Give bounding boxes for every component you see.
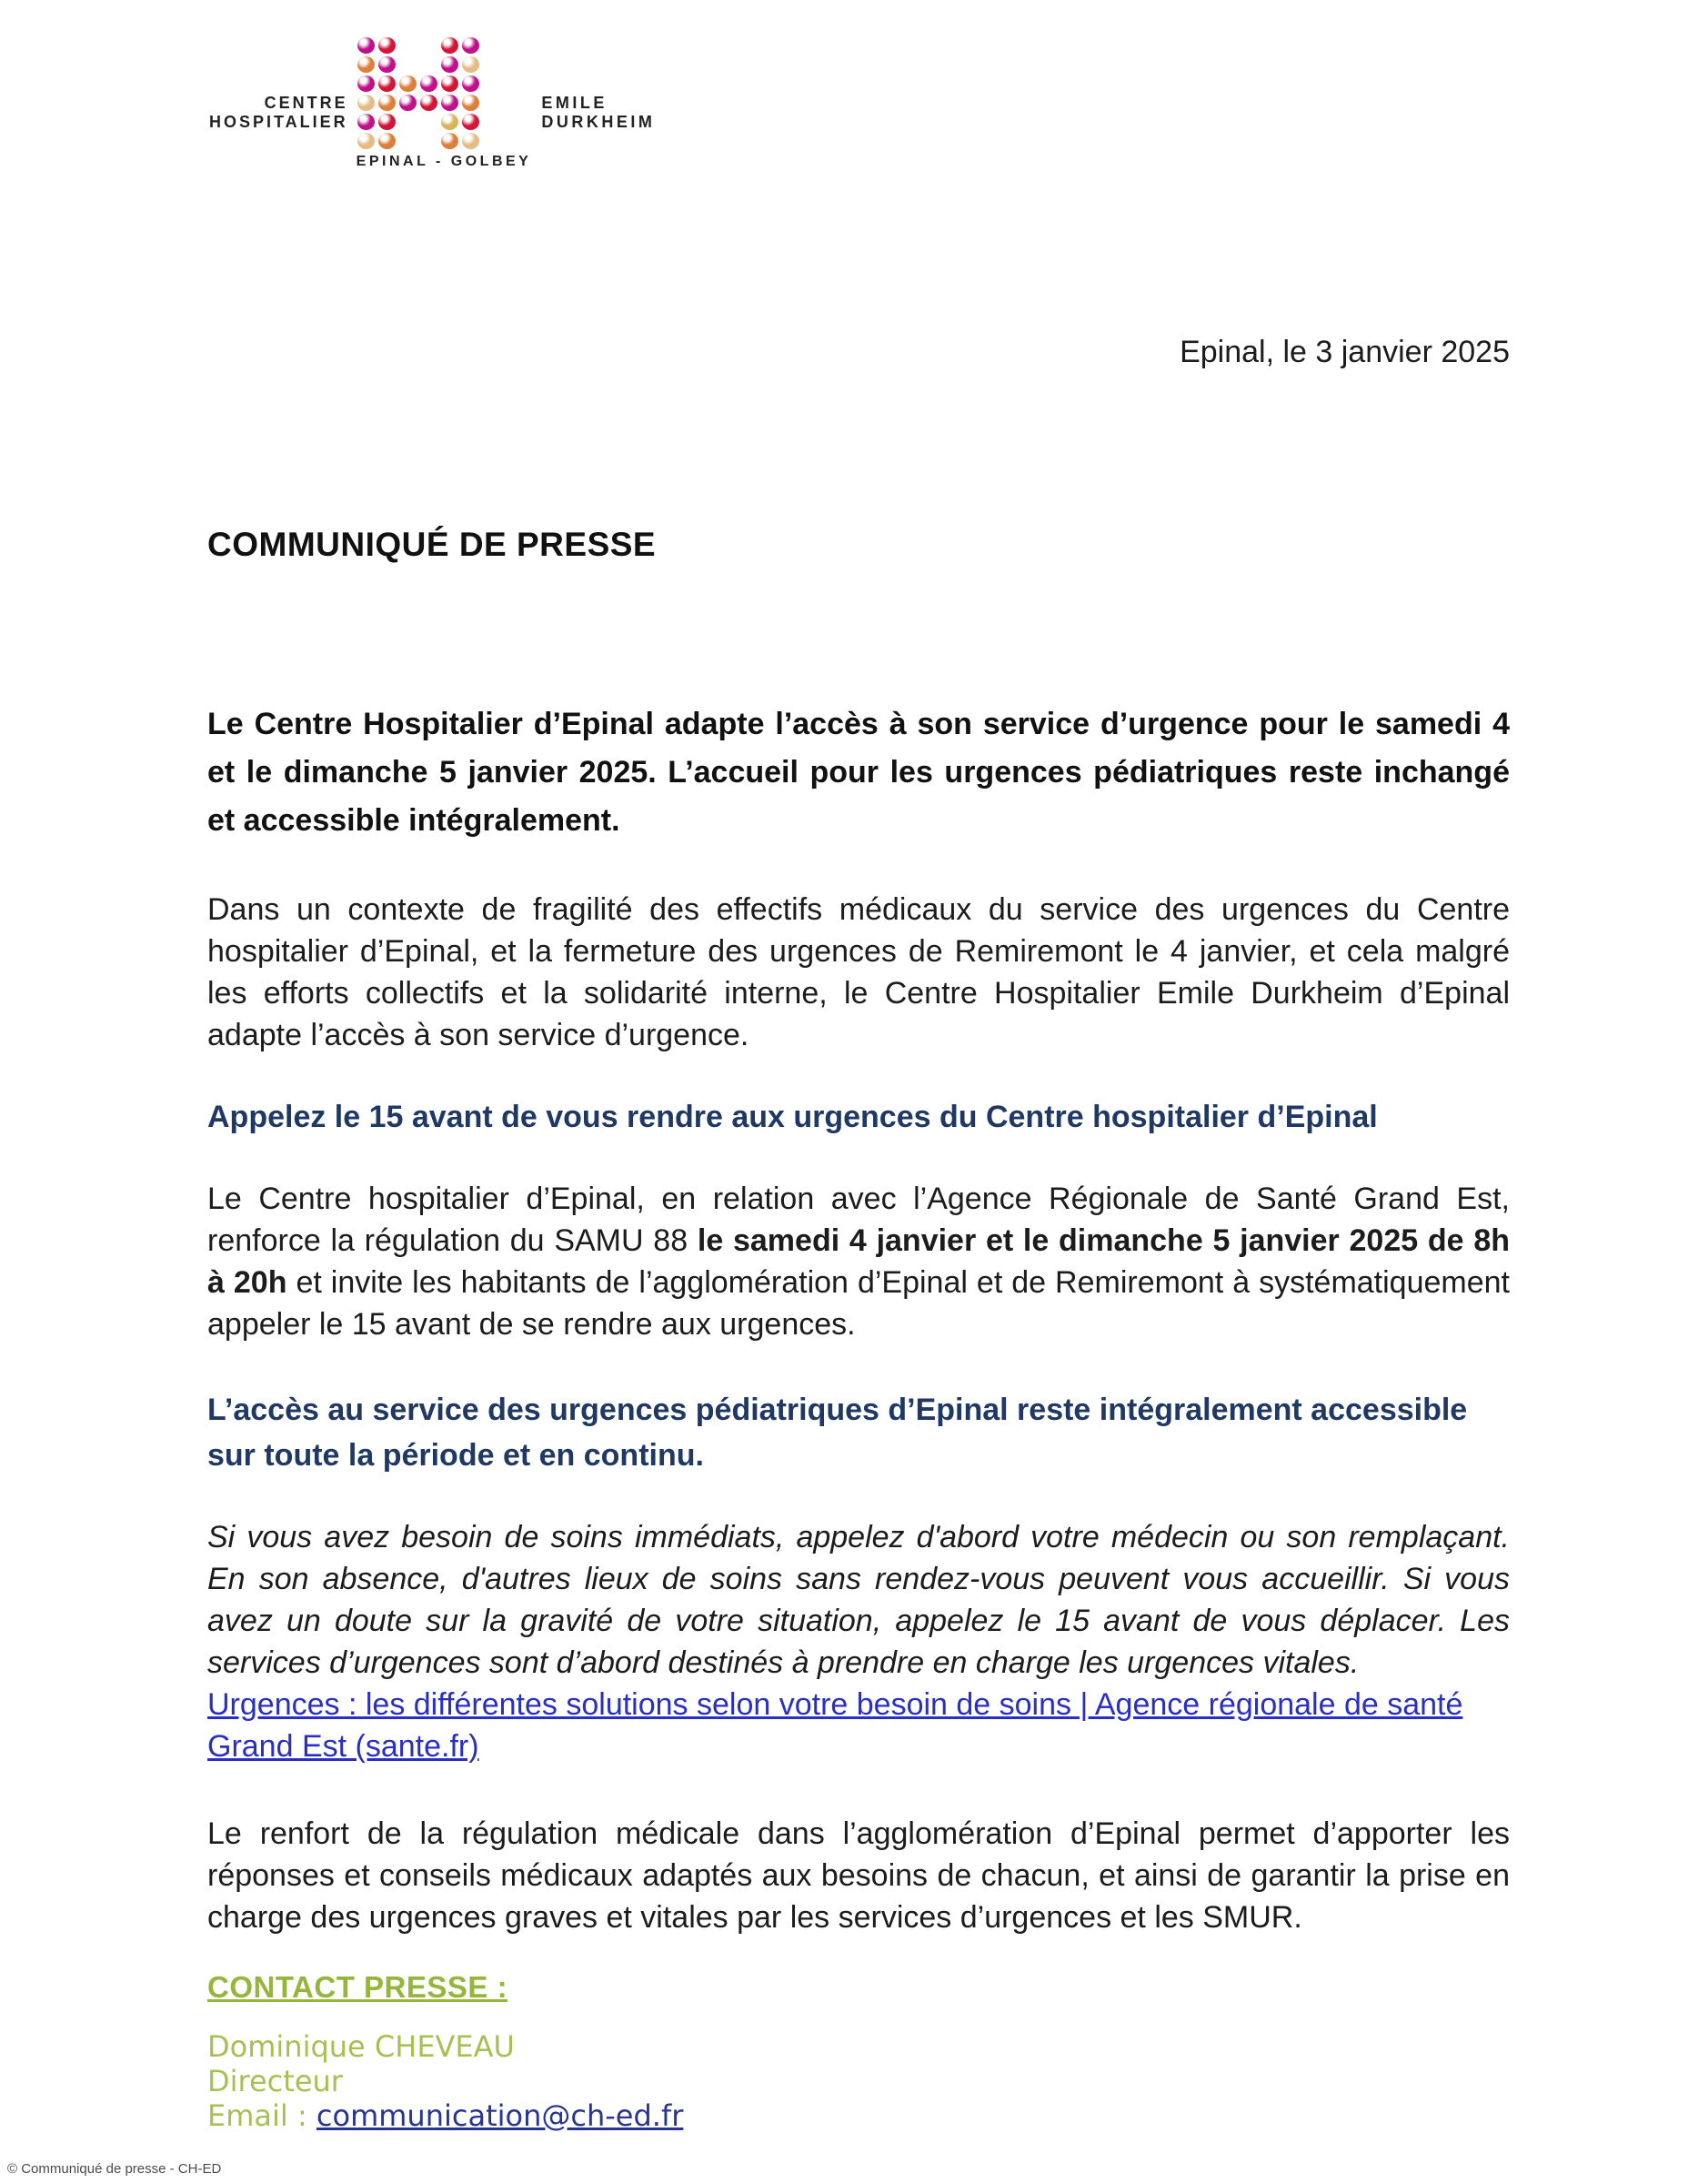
logo-dot-spacer	[419, 132, 440, 151]
logo-dot	[399, 75, 417, 92]
logo-dot	[357, 37, 375, 54]
logo-dot-spacer	[419, 55, 440, 75]
contact-press-heading: CONTACT PRESSE :	[207, 1970, 508, 2004]
logo-dot-spacer	[398, 132, 419, 151]
logo-dot-spacer	[398, 113, 419, 132]
logo-dot	[441, 37, 458, 54]
contact-role: Directeur	[207, 2064, 343, 2098]
logo-dot	[462, 114, 479, 130]
logo-center	[357, 36, 532, 170]
paragraph-regulation	[207, 1178, 1510, 1345]
contact-email-line	[207, 2098, 1510, 2133]
paragraph-context: Dans un contexte de fragilité des effectifs médicaux du service des urgences du Centre hospitalier d’Epinal, et la fermeture des urgences de Remiremont le 4 janvier, et cela malgré les efforts collectifs et la solidarité interne, le Centre Hospitalier Emile Durkheim d’Epinal adapte l’accès à son service d’urgence.	[207, 892, 1510, 1052]
contact-email-link[interactable]: communication@ch-ed.fr	[316, 2098, 684, 2133]
paragraph-intro: Le Centre Hospitalier d’Epinal adapte l’accès à son service d’urgence pour le samedi 4 et le dimanche 5 janvier 2025. L’accueil pour les urgences pédiatriques reste inchangé et accessible intégralement.	[207, 707, 1510, 838]
copyright-note: © Communiqué de presse - CH-ED	[7, 2161, 222, 2177]
logo-dot	[378, 114, 396, 130]
logo-dot-spacer	[419, 36, 440, 55]
logo-dot-spacer	[419, 113, 440, 132]
logo-dot	[462, 56, 479, 73]
logo-dot	[462, 75, 479, 92]
hospital-logo	[209, 36, 655, 170]
contact-name: Dominique CHEVEAU	[207, 2029, 515, 2064]
logo-dot	[357, 133, 375, 149]
logo-text-left	[209, 94, 348, 132]
logo-dot	[441, 114, 458, 130]
text-run: le samedi 4 janvier et le dimanche 5 janvier 2025 de 8h à 20h	[207, 1223, 1510, 1300]
logo-text-hospitalier: HOSPITALIER	[209, 113, 348, 131]
heading-pediatric-access: L’accès au service des urgences pédiatriques d’Epinal reste intégralement accessible sur toute la période et en continu.	[207, 1393, 1468, 1473]
logo-dot	[441, 95, 458, 111]
urgences-solutions-link[interactable]: Urgences : les différentes solutions selon votre besoin de soins | Agence régionale de santé Grand Est (sante.fr)	[207, 1687, 1463, 1764]
logo-dot	[462, 95, 479, 111]
logo-dot	[378, 133, 396, 149]
logo-text-centre: CENTRE	[264, 94, 348, 112]
logo-dot	[420, 95, 437, 111]
logo-text-epinal-golbey: EPINAL - GOLBEY	[356, 154, 532, 169]
logo-dot	[357, 75, 375, 92]
logo-dot	[441, 56, 458, 73]
logo-text-right	[541, 94, 655, 132]
logo-dot	[441, 133, 458, 149]
text-run: Le Centre hospitalier d’Epinal, en relation avec l’Agence Régionale de Santé Grand Est, renforce la régulation du SAMU 88	[207, 1182, 1510, 1258]
logo-dot	[357, 95, 375, 111]
logo-dot	[378, 56, 396, 73]
paragraph-reinforcement: Le renfort de la régulation médicale dans l’agglomération d’Epinal permet d’apporter les réponses et conseils médicaux adaptés aux besoins de chacun, et ainsi de garantir la prise en charge des urgences graves et vitales par les services d’urgences et les SMUR.	[207, 1816, 1510, 1935]
logo-h-dots-icon	[357, 36, 532, 151]
logo-dot-spacer	[398, 55, 419, 75]
logo-text-durkheim: DURKHEIM	[541, 113, 656, 131]
logo-dot	[462, 37, 479, 54]
logo-text-emile: EMILE	[541, 94, 608, 112]
logo-dot	[378, 95, 396, 111]
logo-dot-spacer	[398, 36, 419, 55]
logo-dot	[357, 114, 375, 130]
dateline: Epinal, le 3 janvier 2025	[1180, 335, 1510, 369]
text-run: et invite les habitants de l’agglomération d’Epinal et de Remiremont à systématiquement appeler le 15 avant de se rendre aux urgences.	[207, 1265, 1510, 1342]
logo-dot	[378, 75, 396, 92]
logo-dot	[462, 133, 479, 149]
logo-dot	[378, 37, 396, 54]
logo-dot	[441, 75, 458, 92]
document-body	[207, 700, 1510, 2133]
logo-dot	[420, 75, 437, 92]
paragraph-advice: Si vous avez besoin de soins immédiats, appelez d'abord votre médecin ou son remplaçant. En son absence, d'autres lieux de soins sans rendez-vous peuvent vous accueillir. Si vous avez un doute sur la gravité de votre situation, appelez le 15 avant de vous déplacer. Les services d’urgences sont d’abord destinés à prendre en charge les urgences vitales.	[207, 1520, 1510, 1680]
logo-dot	[357, 56, 375, 73]
heading-call-15: Appelez le 15 avant de vous rendre aux urgences du Centre hospitalier d’Epinal	[207, 1100, 1378, 1134]
logo-dot	[399, 95, 417, 111]
paragraph-link	[207, 1684, 1510, 1767]
page-title: COMMUNIQUÉ DE PRESSE	[207, 526, 657, 563]
contact-email-label: Email :	[207, 2098, 316, 2133]
